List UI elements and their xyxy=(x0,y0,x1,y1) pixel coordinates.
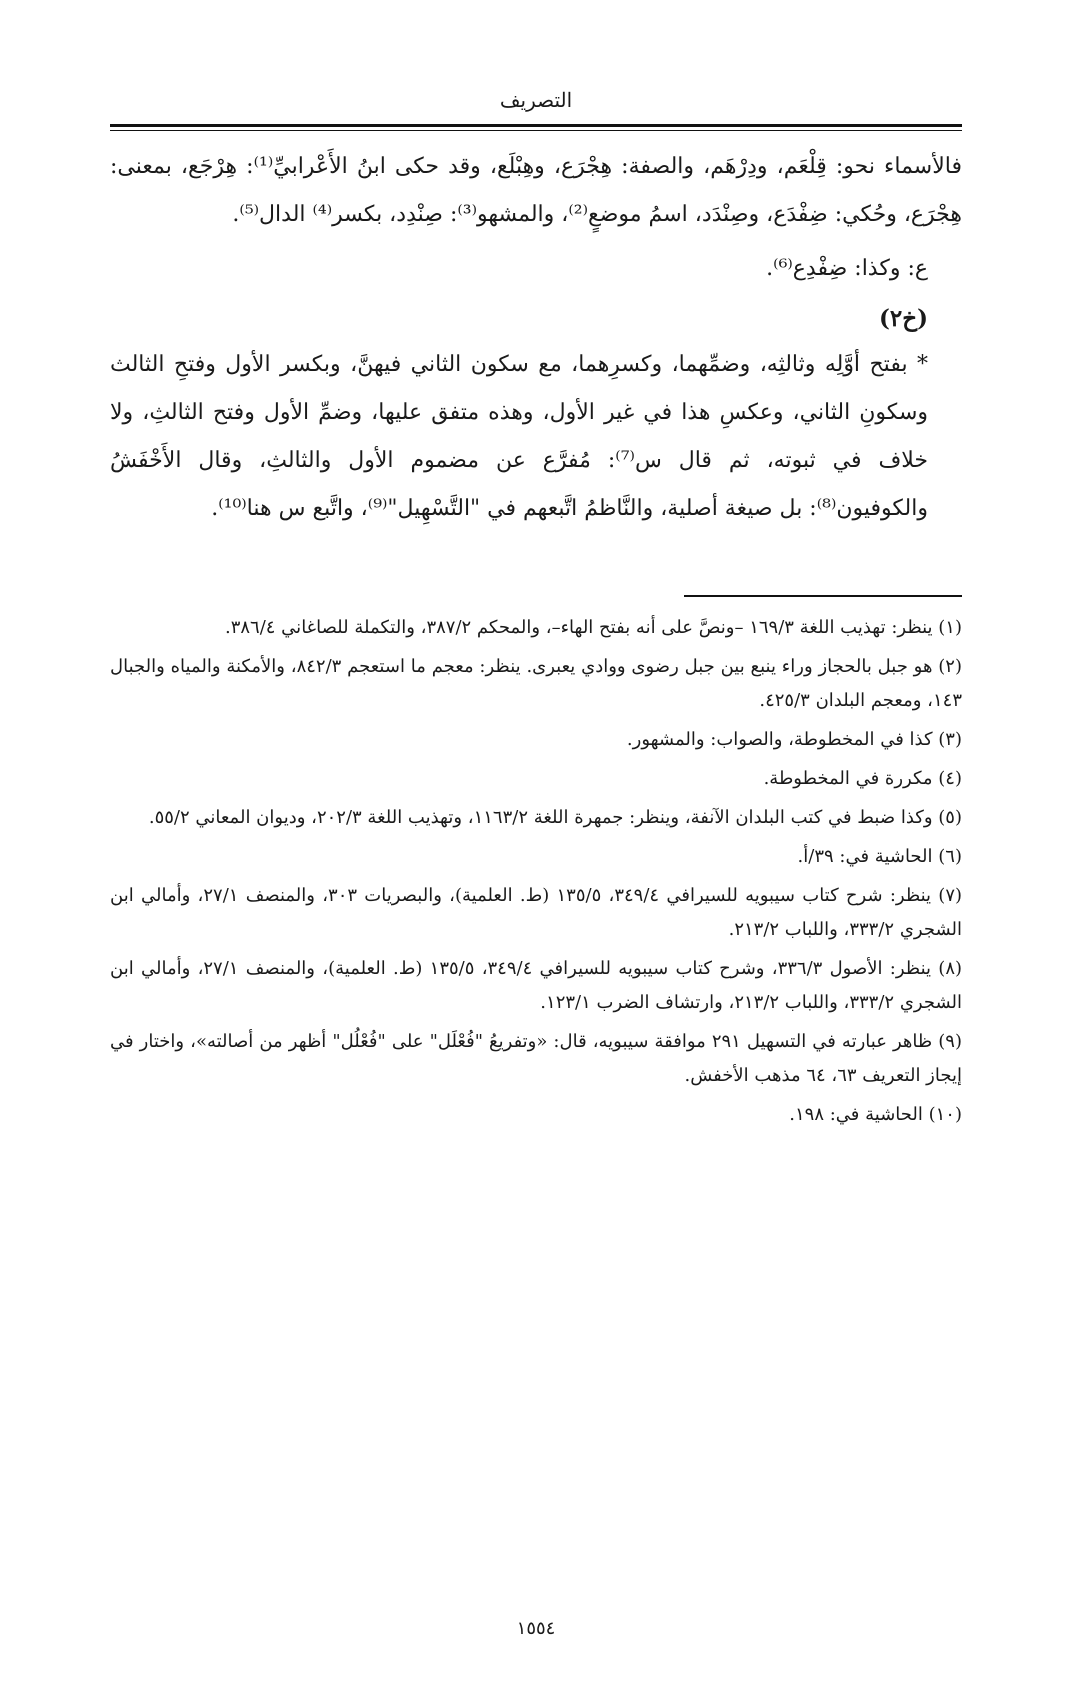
header-rule-thin xyxy=(110,130,962,131)
footnote-8: (٨) ينظر: الأصول ٣٣٦/٣، وشرح كتاب سيبويه للسيرافي ٣٤٩/٤، ١٣٥/٥ (ط. العلمية)، والمنصف ٢٧/١، وأمالي ابن الشجري ٣٣٣/٢، واللباب ٢١٣/٢، وارتشاف الضرب ١٢٣/١. xyxy=(110,958,963,1013)
paragraph-3: * بفتح أوَّلِه وثالثِه، وضمِّهما، وكسرِهما، مع سكون الثاني فيهنَّ، وبكسر الأول وفتحِ الثالث وسكونِ الثاني، وعكسِ هذا في غير الأول، وهذه متفق عليها، وضمِّ الأول وفتح الثالثِ، ولا خلاف في ثبوته، ثم قال س⁽⁷⁾: مُفرَّع عن مضموم الأول والثالثِ، وقال الأَخْفَشُ والكوفيون⁽⁸⁾: بل صيغة أصلية، والنَّاظمُ اتَّبعهم في "التَّسْهِيل"⁽⁹⁾، واتَّبع س هنا⁽¹⁰⁾. xyxy=(110,352,928,521)
running-title: التصريف xyxy=(499,88,573,112)
page-number: ١٥٥٤ xyxy=(516,1618,556,1639)
header-rule-thick xyxy=(110,124,962,127)
footnote-6: (٦) الحاشية في: ٣٩/أ. xyxy=(797,846,962,867)
paragraph-2: ع: وكذا: ضِفْدِع⁽⁶⁾. xyxy=(766,256,928,281)
footnotes xyxy=(110,611,962,1132)
footnote-2: (٢) هو جبل بالحجاز وراء ينبع بين جبل رضوى ووادي يعبرى. ينظر: معجم ما استعجم ٨٤٢/٣، والأمكنة والمياه والجبال ١٤٣، ومعجم البلدان ٤٢٥/٣. xyxy=(110,656,962,711)
footnote-4: (٤) مكررة في المخطوطة. xyxy=(763,768,962,789)
main-text xyxy=(110,143,962,533)
footnote-1: (١) ينظر: تهذيب اللغة ١٦٩/٣ –ونصَّ على أنه بفتح الهاء–، والمحكم ٣٨٧/٢، والتكملة للصاغاني ٣٨٦/٤. xyxy=(224,617,962,638)
paragraph-1: فالأسماء نحو: قِلْعَم، ودِرْهَم، والصفة: هِجْرَع، وهِبْلَع، وقد حكى ابنُ الأَعْرابيِّ⁽¹⁾: هِرْجَع، بمعنى: هِجْرَع، وحُكي: ضِفْدَع، وصِنْدَد، اسمُ موضعٍ⁽²⁾، والمشهو⁽³⁾: صِنْدِد، بكسر⁽⁴⁾ الدال⁽⁵⁾. xyxy=(110,154,962,227)
footnote-7: (٧) ينظر: شرح كتاب سيبويه للسيرافي ٣٤٩/٤، ١٣٥/٥ (ط. العلمية)، والبصريات ٣٠٣، والمنصف ٢٧/١، وأمالي ابن الشجري ٣٣٣/٢، واللباب ٢١٣/٢. xyxy=(110,885,963,940)
footnote-9: (٩) ظاهر عبارته في التسهيل ٢٩١ موافقة سيبويه، قال: «وتفريعُ "فُعْلَل" على "فُعْلُل" أظهر من أصالته»، واختار في إيجاز التعريف ٦٣، ٦٤ مذهب الأخفش. xyxy=(110,1031,962,1086)
footnote-5: (٥) وكذا ضبط في كتب البلدان الآنفة، وينظر: جمهرة اللغة ١١٦٣/٢، وتهذيب اللغة ٢٠٢/٣، وديوان المعاني ٥٥/٢. xyxy=(148,807,962,828)
section-marker: (خ٢) xyxy=(879,305,928,332)
footnote-separator xyxy=(684,595,962,597)
footnote-10: (١٠) الحاشية في: ١٩٨. xyxy=(789,1104,962,1125)
footnote-3: (٣) كذا في المخطوطة، والصواب: والمشهور. xyxy=(626,729,962,750)
